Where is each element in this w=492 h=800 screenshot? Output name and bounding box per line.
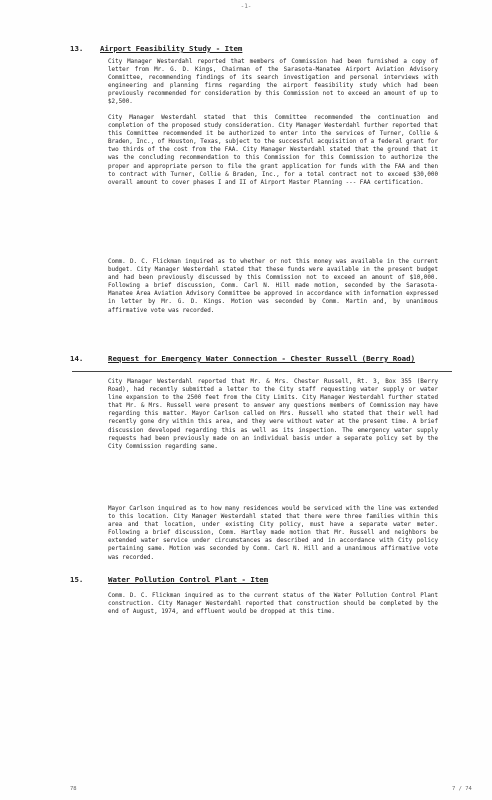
section-number: 13. — [70, 44, 84, 53]
paragraph: Comm. D. C. Flickman inquired as to the current status of the Water Pollution Control Plant construction. City Manager Westerdahl reported that construction should be completed by the end of August, 1974, and effluent would be dropped at this time. — [108, 593, 438, 616]
footer-right-mark: 7 / 74 — [452, 786, 472, 792]
section-title: Water Pollution Control Plant - Item — [108, 575, 269, 584]
section-title: Request for Emergency Water Connection - Chester Russell (Berry Road) — [108, 354, 416, 363]
paragraph: City Manager Westerdahl reported that Mr. & Mrs. Chester Russell, Rt. 3, Box 355 (Berry Road), had recently submitted a letter to the City staff requesting water supply or water line expansion to the 2500 feet from the City Limits. City Manager Westerdahl further stated that Mr. & Mrs. Russell were present to answer any questions members of Commission may have regarding this matter. Mayor Carlson called on Mrs. Russell who stated that their well had recently gone dry within this area, and they were without water at the present time. A brief discussion developed regarding this as well as its inspection. The emergency water supply requests had been previously made on an individual basis under a separate policy set by the City Commission regarding same. — [108, 379, 438, 450]
section-title: Airport Feasibility Study - Item — [100, 44, 243, 53]
divider — [72, 371, 452, 372]
paragraph: Mayor Carlson inquired as to how many residences would be serviced with the line was extended to this location. City Manager Westerdahl stated that there were three families within this area and that location, under existing City policy, must have a separate water meter. Following a brief discussion, Comm. Hartley made motion that Mr. Russell and neighbors be extended water service under circumstances as described and in accordance with City policy pertaining same. Motion was seconded by Comm. Carl N. Hill and a unanimous affirmative vote was recorded. — [108, 506, 438, 561]
paragraph: Comm. D. C. Flickman inquired as to whether or not this money was available in the current budget. City Manager Westerdahl stated that these funds were available in the present budget and had been previously discussed by this Commission not to exceed an amount of $10,000. Following a brief discussion, Comm. Carl N. Hill made motion, seconded by the Sarasota-Manatee Area Aviation Advisory Committee be approved in accordance with information expressed in letter by Mr. G. D. Kings. Motion was seconded by Comm. Martin and, by unanimous affirmative vote was recorded. — [108, 259, 438, 314]
paragraph: City Manager Westerdahl reported that members of Commission had been furnished a copy of letter from Mr. G. D. Kings, Chairman of the Sarasota-Manatee Airport Aviation Advisory Committee, recommending findings of its search investigation and personal interviews with engineering and planning firms regarding the airport feasibility study which had been previously recommended for consideration by this Commission not to exceed an amount of up to $2,500. — [108, 59, 438, 106]
page-number: -1- — [240, 3, 252, 10]
section-number: 15. — [70, 575, 84, 584]
footer-left-mark: 78 — [70, 786, 77, 792]
paragraph: City Manager Westerdahl stated that this Committee recommended the continuation and completion of the proposed study consideration. City Manager Westerdahl further reported that this Committee recommended it be authorized to enter into the services of Turner, Collie & Braden, Inc., of Houston, Texas, subject to the successful acquisition of a federal grant for two thirds of the cost from the FAA. City Manager Westerdahl stated that the ground that it was the concluding recommendation to this Commission for this Commission to authorize the proper and appropriate person to file the grant application for funds with the FAA and then to contract with Turner, Collie & Braden, Inc., for a total contract not to exceed $30,000 overall amount to cover phases I and II of Airport Master Planning --- FAA certification. — [108, 115, 438, 186]
section-number: 14. — [70, 354, 84, 363]
